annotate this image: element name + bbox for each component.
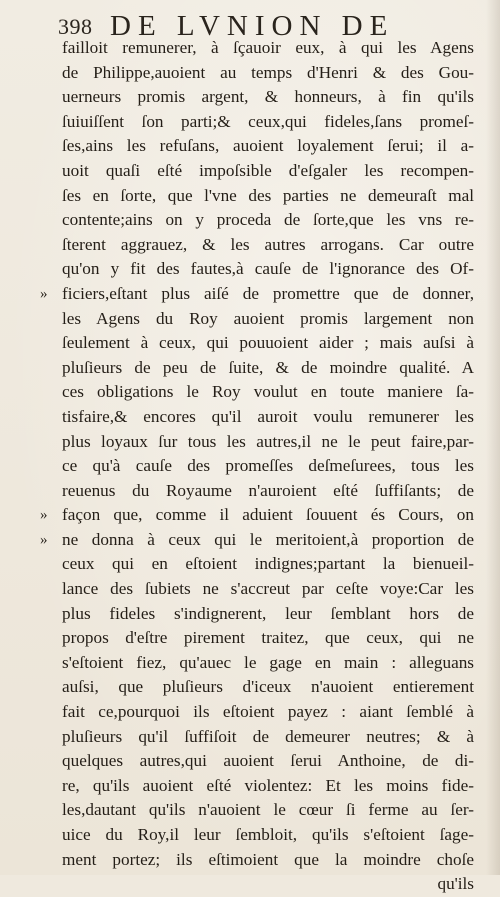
text-line [62, 257, 474, 282]
text-line-content: s'eſtoient fiez, qu'auec le gage en main : alleguans [62, 652, 474, 672]
catchword-line [62, 872, 474, 897]
quotation-marker: » [40, 507, 48, 524]
text-line [62, 798, 474, 823]
text-line [62, 430, 474, 455]
text-line [62, 552, 474, 577]
text-line-content: ce qu'à cauſe des promeſſes deſmeſurees, tous les [62, 456, 474, 476]
text-line [62, 749, 474, 774]
text-line [40, 528, 474, 553]
text-line-content: de Philippe,auoient au temps d'Henri & des Gou- [62, 62, 474, 82]
text-line-content: ſterent aggrauez, & les autres arrogans. Car outre [62, 234, 474, 254]
text-line [62, 454, 474, 479]
text-line-content: tisfaire,& encores qu'il auroit voulu remunerer les [62, 406, 474, 426]
text-line-content: ment portez; ils eſtimoient que la moindre choſe [62, 849, 474, 869]
text-line-content: façon que, comme il aduient ſouuent és Cours, on [62, 505, 474, 525]
text-line [62, 184, 474, 209]
text-line [62, 134, 474, 159]
text-line [62, 356, 474, 381]
text-line-content: ne donna à ceux qui le meritoient,à proportion de [62, 529, 474, 549]
catchword: qu'ils [437, 874, 474, 894]
text-line-content: re, qu'ils auoient eſté violentez: Et les moins fide- [62, 775, 474, 795]
text-line [62, 405, 474, 430]
text-line [62, 700, 474, 725]
text-line-content: pluſieurs qu'il ſuffiſoit de demeurer neutres; & à [62, 726, 474, 746]
text-line-content: ficiers,eſtant plus aiſé de promettre que de donner, [62, 283, 474, 303]
text-line-content: les,dautant qu'ils n'auoient le cœur ſi ferme au ſer- [62, 800, 474, 820]
text-line [62, 380, 474, 405]
text-line [62, 479, 474, 504]
text-line [62, 626, 474, 651]
text-line-content: fait ce,pourquoi ils eſtoient payez : aiant ſemblé à [62, 702, 474, 722]
text-line [62, 675, 474, 700]
text-line-content: contente;ains on y proceda de ſorte,que les vns re- [62, 210, 474, 230]
text-line [62, 774, 474, 799]
text-line-content: les Agens du Roy auoient promis largement non [62, 308, 474, 328]
text-line [62, 602, 474, 627]
text-line [62, 233, 474, 258]
text-line-content: uice du Roy,il leur ſembloit, qu'ils s'eſtoient ſage- [62, 825, 474, 844]
text-line [62, 823, 474, 848]
quotation-marker: » [40, 285, 48, 302]
text-line-content: ſes,ains les refuſans, auoient loyalement ſerui; il a- [62, 136, 474, 156]
text-line [62, 725, 474, 750]
running-head: DE LVNION DE [110, 10, 395, 42]
page-edge-shadow [486, 0, 500, 875]
quotation-marker: » [40, 531, 48, 548]
text-line-content: lance des ſubiets ne s'accreut par ceſte voye:Car les [62, 579, 474, 599]
text-line-content: pluſieurs de peu de ſuite, & de moindre qualité. A [62, 357, 474, 377]
text-line-content: uoit quaſi eſté impoſsible d'eſgaler les recompen- [62, 160, 474, 180]
text-line [62, 110, 474, 135]
text-line-content: ceux qui en eſtoient indignes;partant la bienueil- [62, 554, 474, 574]
text-line-content: auſsi, que pluſieurs d'iceux n'auoient entierement [62, 677, 474, 697]
text-line-content: failloit remunerer, à ſçauoir eux, à qui les Agens [62, 38, 474, 57]
text-line-content: propos d'eſtre pirement traitez, que ceux, qui ne [62, 628, 474, 648]
text-line [62, 307, 474, 332]
text-line-content: reuenus du Royaume n'auroient eſté ſuffiſants; de [62, 480, 474, 500]
text-line [40, 282, 474, 307]
text-line [62, 36, 474, 61]
text-line [40, 503, 474, 528]
text-line [62, 577, 474, 602]
text-line [62, 331, 474, 356]
text-line [62, 85, 474, 110]
text-line-content: ſes en ſorte, que l'vne des parties ne demeuraſt mal [62, 185, 474, 205]
text-line-content: quelques autres,qui auoient ſerui Anthoine, de di- [62, 751, 474, 771]
text-line-content: ces obligations le Roy voulut en toute maniere ſa- [62, 382, 474, 402]
text-line-content: ſeulement à ceux, qui pouuoient aider ; mais auſsi à [62, 333, 474, 353]
text-line [62, 159, 474, 184]
text-line [62, 651, 474, 676]
text-line-content: ſuiuiſſent ſon parti;& ceux,qui fideles,ſans promeſ- [62, 111, 474, 131]
text-line [62, 848, 474, 873]
text-line [62, 208, 474, 233]
body-text [40, 36, 474, 897]
text-line [62, 61, 474, 86]
text-line-content: plus fideles s'indignerent, leur ſemblant hors de [62, 603, 474, 623]
page-number: 398 [58, 14, 93, 39]
text-line-content: qu'on y fit des fautes,à cauſe de l'ignorance des Of- [62, 259, 474, 279]
text-line-content: uerneurs promis argent, & honneurs, à fin qu'ils [62, 87, 474, 107]
text-line-content: plus loyaux ſur tous les autres,il ne le peut faire,par- [62, 431, 474, 451]
